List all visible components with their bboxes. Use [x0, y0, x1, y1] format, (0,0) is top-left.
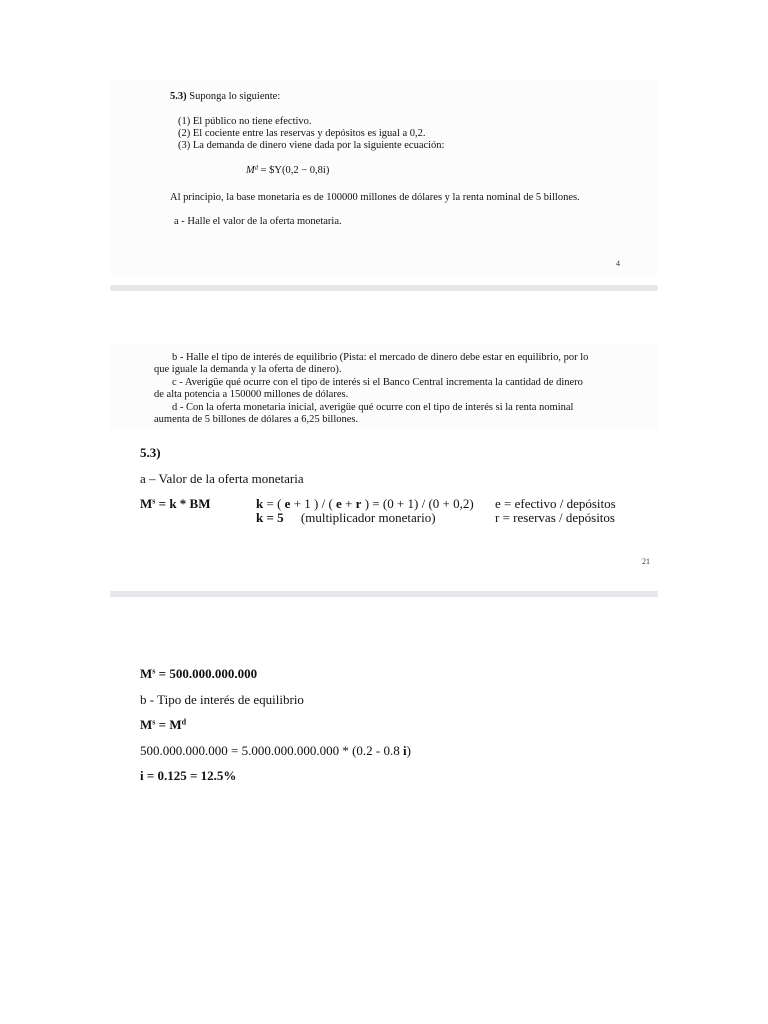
page-number: 21: [642, 557, 650, 566]
money-demand-equation: $M^d$ = $Y(0,2 − 0,8i): [246, 164, 330, 176]
question-b-line-1: b - Halle el tipo de interés de equilibrio (Pista: el mercado de dinero debe estar en equilibrio, por lo: [172, 352, 589, 363]
money-supply-formula: $M^s = k$ * BM: [140, 496, 211, 511]
definition-e: e = efectivo / depósitos: [495, 496, 616, 511]
question-c-line-1: c - Averigüe qué ocurre con el tipo de interés si el Banco Central incrementa la cantidad de dinero: [172, 377, 583, 388]
page-number: 4: [616, 259, 620, 268]
money-supply-value: $M^s = 500.000.000.000$: [140, 666, 258, 681]
page-3: [0, 597, 768, 1024]
answer-heading: 5.3): [140, 445, 161, 460]
assumption-1: (1) El público no tiene efectivo.: [178, 116, 312, 127]
question-a: a - Halle el valor de la oferta monetaria.: [174, 216, 342, 227]
initial-conditions: Al principio, la base monetaria es de 100000 millones de dólares y la renta nominal de 5 billones.: [170, 192, 580, 203]
assumption-3: (3) La demanda de dinero viene dada por la siguiente ecuación:: [178, 140, 445, 151]
question-c-line-2: de alta potencia a 150000 millones de dólares.: [154, 389, 349, 400]
scanned-region: [110, 80, 658, 276]
page-2: [0, 291, 768, 591]
equilibrium-calculation: 500.000.000.000 = 5.000.000.000.000 * (0.2 - 0.8 i): [140, 743, 411, 758]
exercise-number: 5.3): [170, 91, 187, 102]
answer-b-title: b - Tipo de interés de equilibrio: [140, 692, 304, 707]
result-clip: [140, 769, 340, 781]
answer-a-title: a – Valor de la oferta monetaria: [140, 471, 304, 486]
page-1: [0, 0, 768, 284]
exercise-intro: Suponga lo siguiente:: [189, 91, 281, 102]
interest-rate-result: i = 0.125 = 12.5%: [140, 769, 237, 781]
multiplier-value: k = 5 (multiplicador monetario): [256, 510, 436, 525]
question-d-line-1: d - Con la oferta monetaria inicial, averigüe qué ocurre con el tipo de interés si la renta nominal: [172, 402, 574, 413]
equilibrium-condition: $M^s = M^d$: [140, 717, 187, 732]
exercise-heading: [170, 92, 280, 103]
multiplier-formula: k = ( e + 1 ) / ( e + r ) = (0 + 1) / (0 + 0,2): [256, 496, 474, 511]
question-b-line-2: que iguale la demanda y la oferta de dinero).: [154, 364, 342, 375]
assumption-2: (2) El cociente entre las reservas y depósitos es igual a 0,2.: [178, 128, 426, 139]
question-d-line-2: aumenta de 5 billones de dólares a 6,25 billones.: [154, 414, 359, 425]
definition-r: r = reservas / depósitos: [495, 510, 615, 525]
